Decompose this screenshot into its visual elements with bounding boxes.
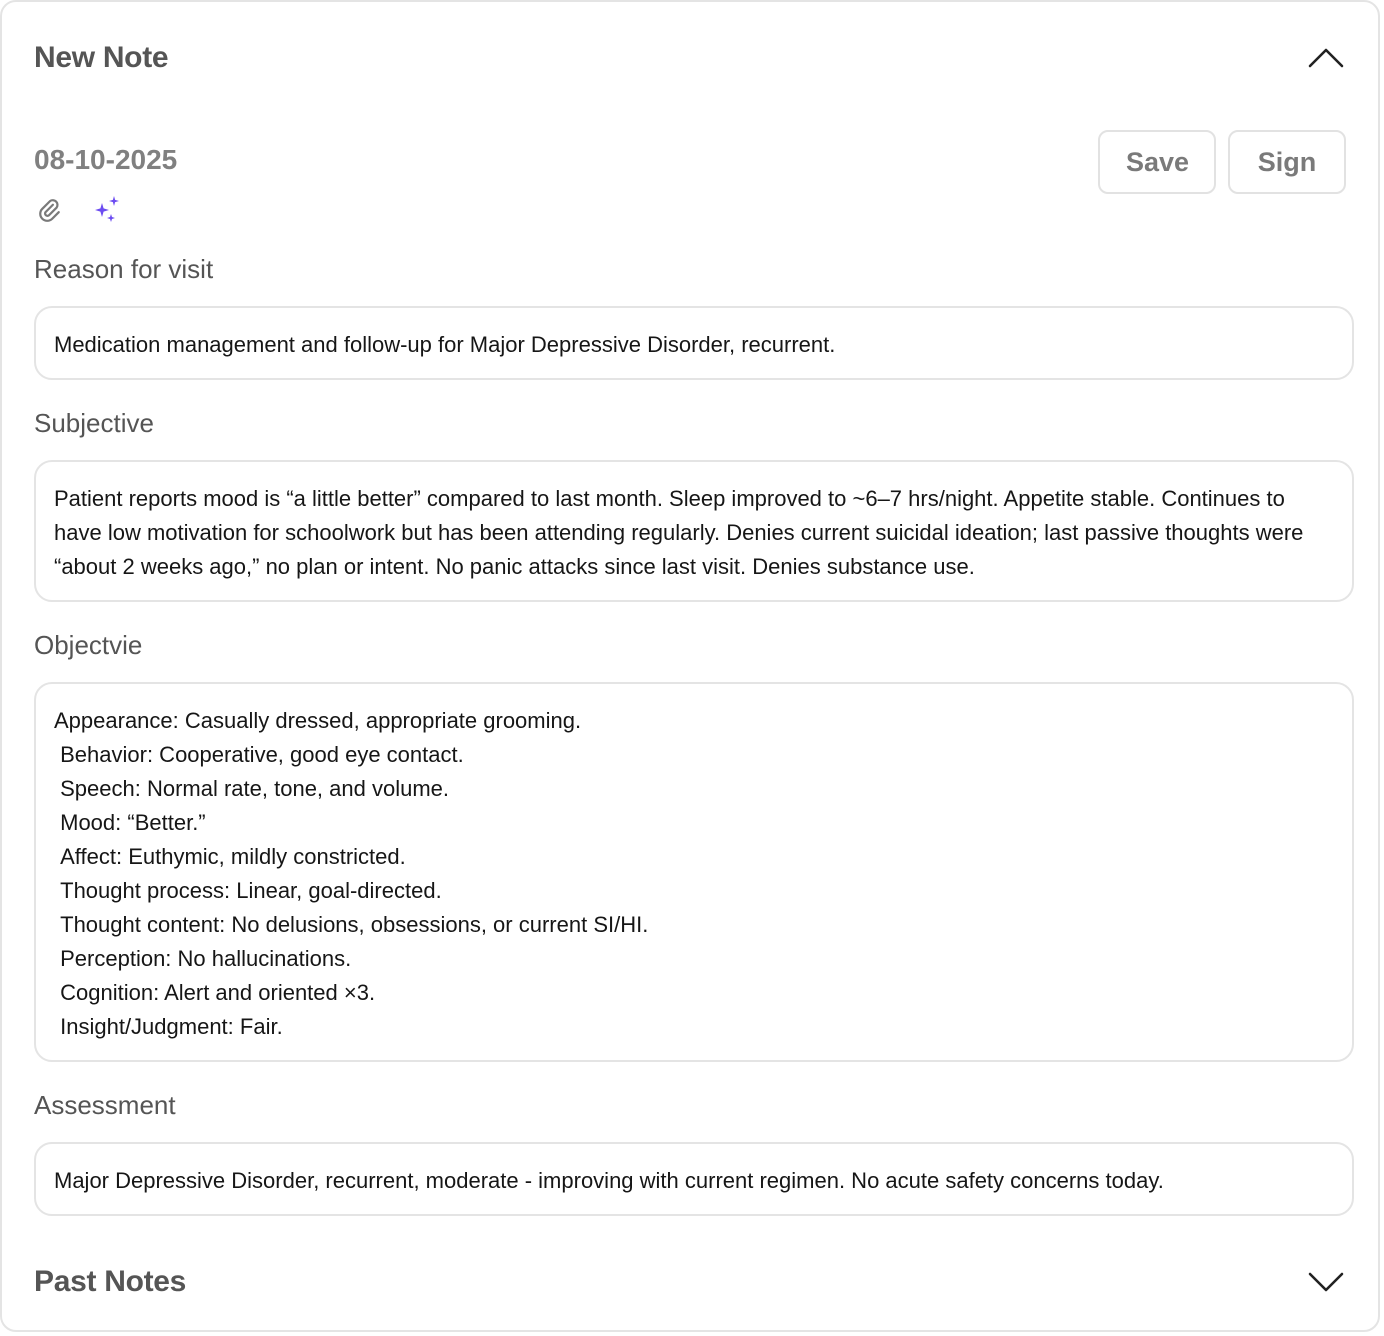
- assessment-label: Assessment: [34, 1090, 176, 1120]
- reason-field[interactable]: Medication management and follow-up for Major Depressive Disorder, recurrent.: [34, 306, 1354, 380]
- save-button[interactable]: Save: [1098, 130, 1216, 194]
- subjective-field[interactable]: Patient reports mood is “a little better” compared to last month. Sleep improved to ~6–7 hrs/night. Appetite stable. Continues to have low motivation for schoolwork but has been attending regularly. Denies current suicidal ideation; last passive thoughts were “about 2 weeks ago,” no plan or intent. No panic attacks since last visit. Denies substance use.: [34, 460, 1354, 602]
- note-actions: [1098, 130, 1346, 194]
- paperclip-icon[interactable]: [34, 194, 66, 226]
- sign-button[interactable]: Sign: [1228, 130, 1346, 194]
- past-notes-title: Past Notes: [34, 1265, 187, 1298]
- assessment-field[interactable]: Major Depressive Disorder, recurrent, moderate - improving with current regimen. No acute safety concerns today.: [34, 1142, 1354, 1216]
- note-meta-row: [34, 130, 1346, 194]
- subjective-label: Subjective: [34, 408, 154, 438]
- reason-label: Reason for visit: [34, 254, 214, 284]
- objective-label: Objectvie: [34, 630, 143, 660]
- past-notes-header[interactable]: [34, 1256, 1346, 1308]
- new-note-title: New Note: [34, 41, 169, 74]
- note-date: 08-10-2025: [34, 144, 178, 175]
- note-tools: [34, 194, 124, 226]
- chevron-down-icon[interactable]: [1306, 1262, 1346, 1302]
- sparkles-icon[interactable]: [92, 194, 124, 226]
- chevron-up-icon[interactable]: [1306, 38, 1346, 78]
- new-note-header[interactable]: [34, 32, 1346, 84]
- objective-field[interactable]: Appearance: Casually dressed, appropriate grooming. Behavior: Cooperative, good eye contact. Speech: Normal rate, tone, and volume. Mood: “Better.” Affect: Euthymic, mildly constricted. Thought process: Linear, goal-directed. Thought content: No delusions, obsessions, or current SI/HI. Perception: No hallucinations. Cognition: Alert and oriented ×3. Insight/Judgment: Fair.: [34, 682, 1354, 1062]
